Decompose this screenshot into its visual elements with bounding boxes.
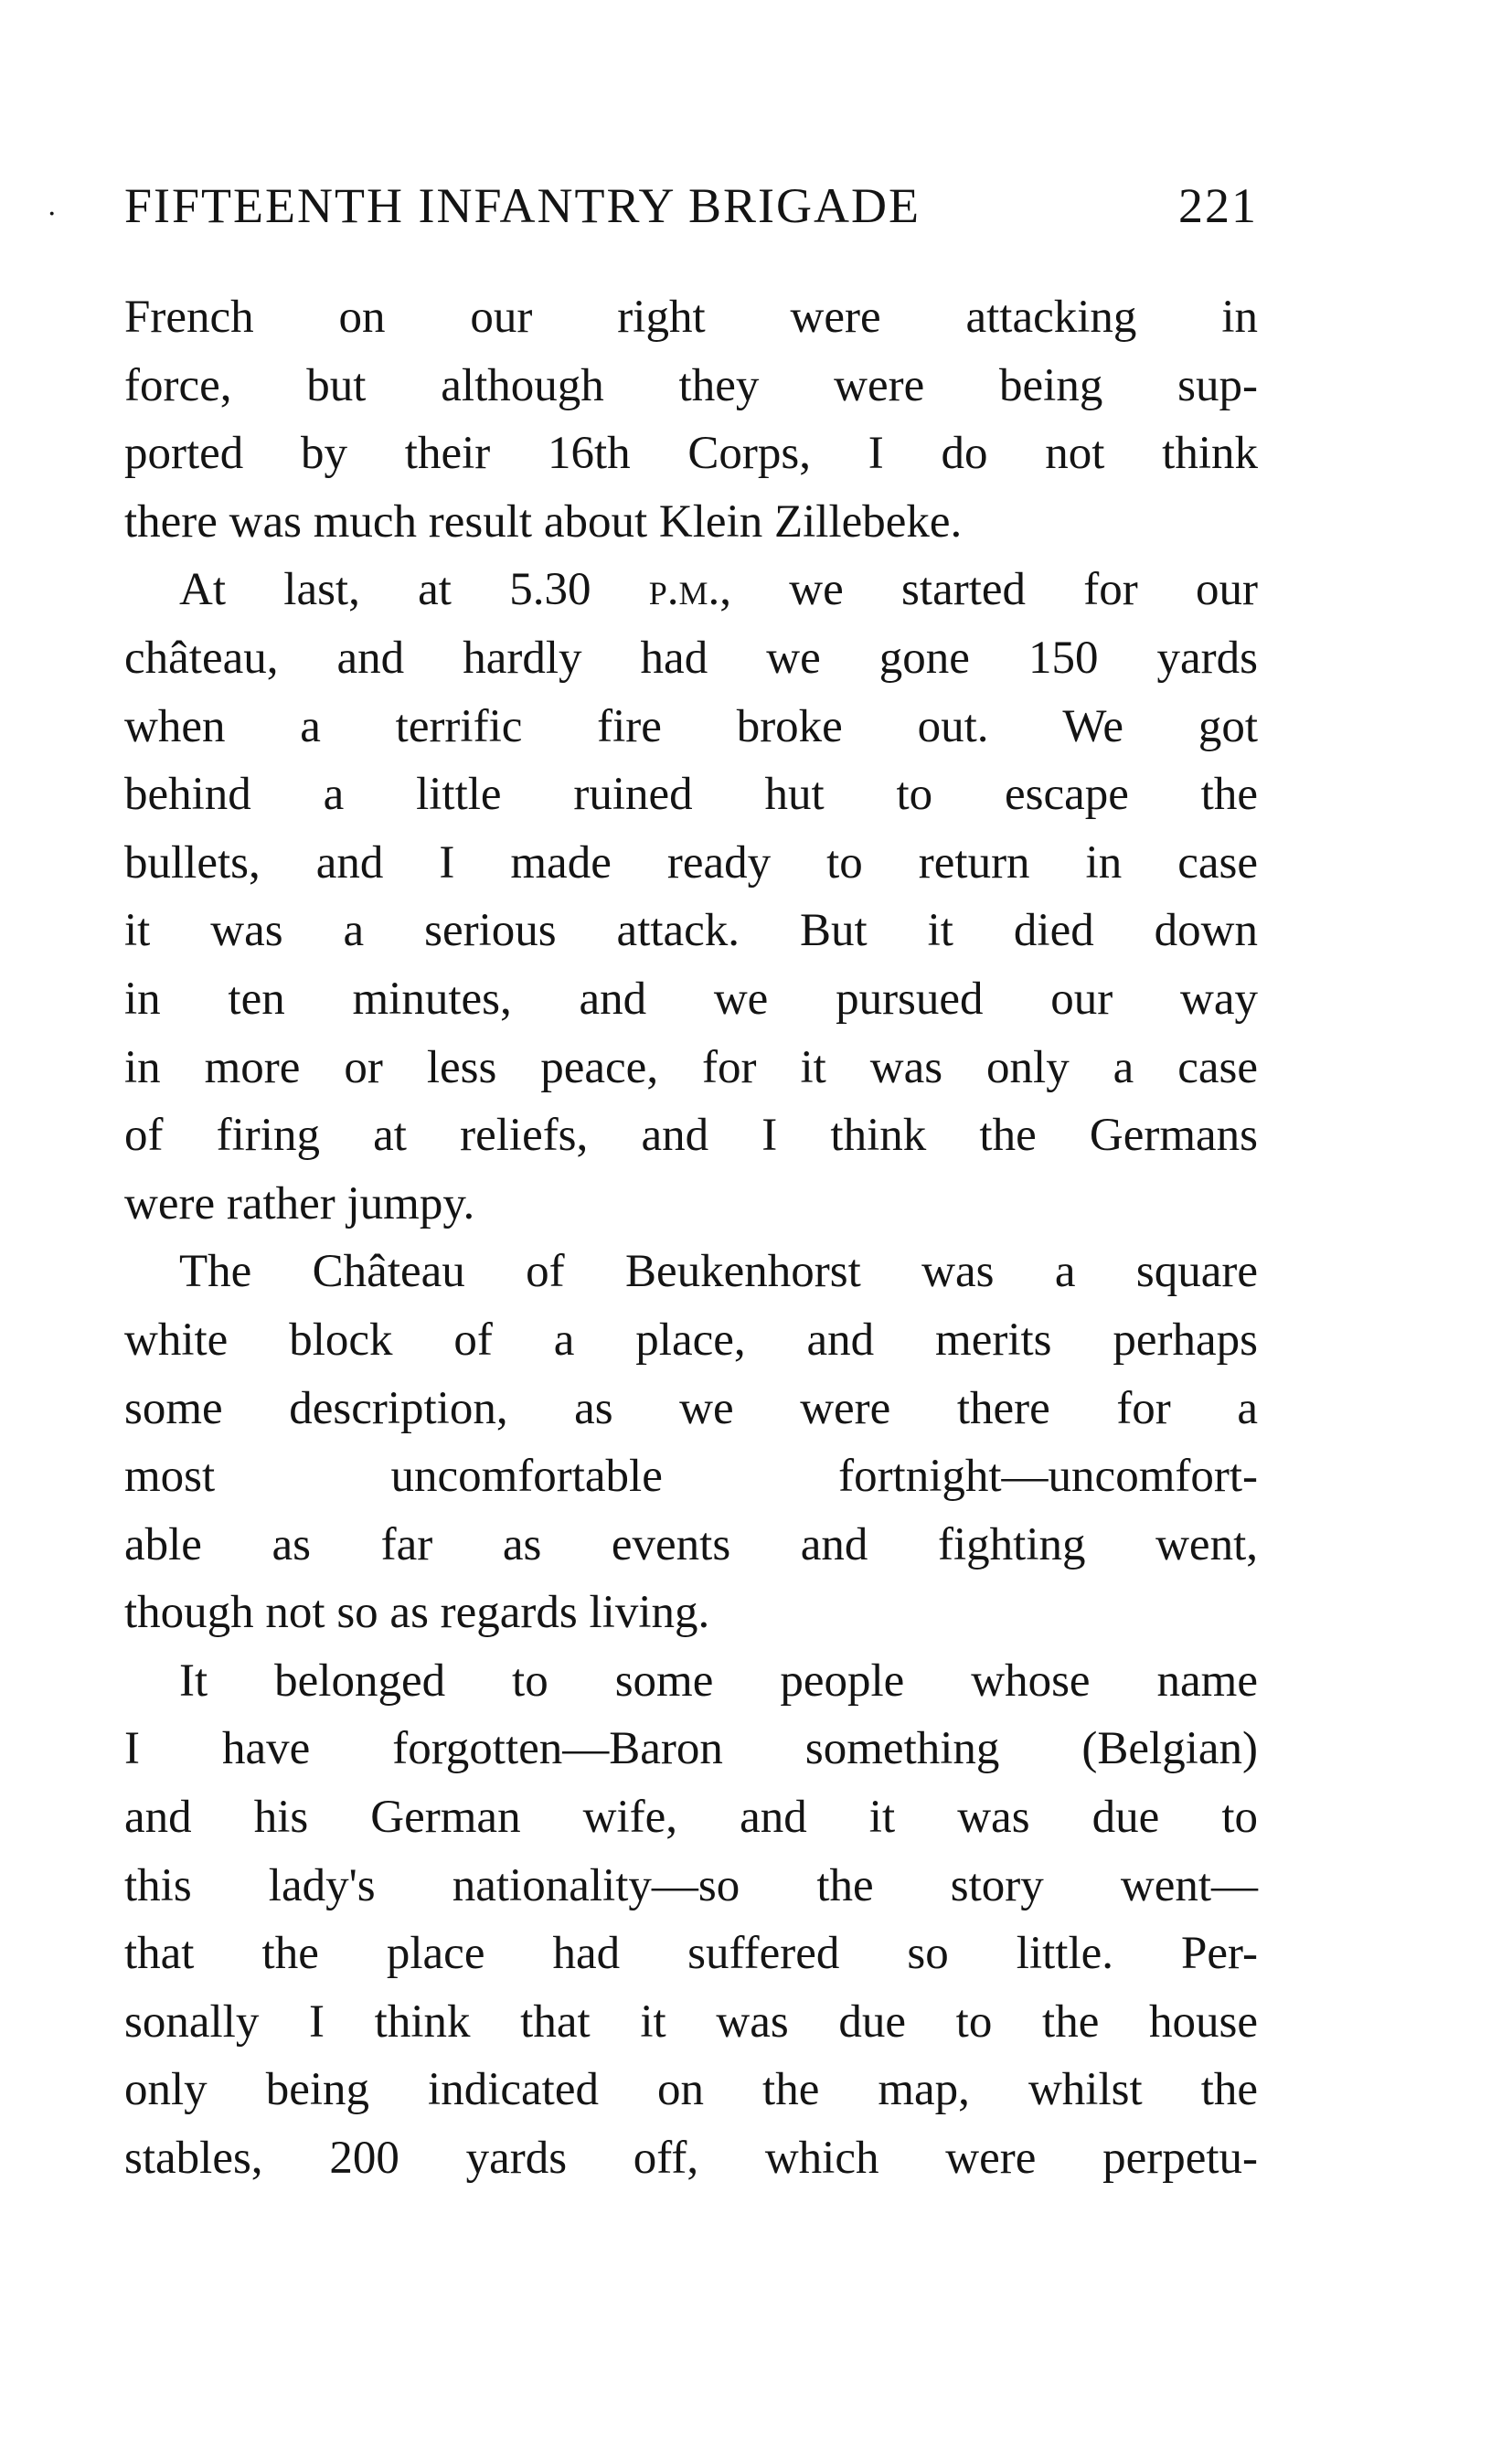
text-line: behind a little ruined hut to escape the xyxy=(124,769,1258,821)
text-line: that the place had suffered so little. Per- xyxy=(124,1928,1258,1980)
page-number: 221 xyxy=(1178,178,1258,233)
text-line: in more or less peace, for it was only a case xyxy=(124,1041,1258,1093)
text-line: ported by their 16th Corps, I do not think xyxy=(124,428,1258,480)
text-line: At last, at 5.30 p.m., we started for our xyxy=(179,564,1258,616)
text-line: only being indicated on the map, whilst the xyxy=(124,2064,1258,2116)
text-line: I have forgotten—Baron something (Belgian) xyxy=(124,1723,1258,1775)
running-head-title: FIFTEENTH INFANTRY BRIGADE xyxy=(124,178,921,233)
text-line: able as far as events and fighting went, xyxy=(124,1518,1258,1570)
text-line: and his German wife, and it was due to xyxy=(124,1792,1258,1844)
text-line: there was much result about Klein Zillebeke. xyxy=(124,495,963,548)
text-line: stables, 200 yards off, which were perpetu- xyxy=(124,2133,1258,2185)
text-line: in ten minutes, and we pursued our way xyxy=(124,973,1258,1025)
margin-mark: · xyxy=(48,198,57,230)
text-line: French on our right were attacking in xyxy=(124,292,1258,343)
text-line: bullets, and I made ready to return in case xyxy=(124,836,1258,889)
running-head xyxy=(124,165,1258,247)
text-line: of firing at reliefs, and I think the Germans xyxy=(124,1110,1258,1162)
text-line: It belonged to some people whose name xyxy=(179,1655,1258,1707)
text-line: most uncomfortable fortnight—uncomfort- xyxy=(124,1451,1258,1503)
text-line: though not so as regards living. xyxy=(124,1587,710,1639)
text-line: were rather jumpy. xyxy=(124,1177,475,1229)
text-line: it was a serious attack. But it died down xyxy=(124,905,1258,957)
text-line: white block of a place, and merits perhaps xyxy=(124,1314,1258,1366)
text-line: force, but although they were being sup- xyxy=(124,359,1258,411)
text-line: château, and hardly had we gone 150 yards xyxy=(124,632,1258,684)
text-line: this lady's nationality—so the story went— xyxy=(124,1859,1258,1911)
text-line: sonally I think that it was due to the house xyxy=(124,1995,1258,2048)
text-line: some description, as we were there for a xyxy=(124,1382,1258,1434)
text-line: when a terrific fire broke out. We got xyxy=(124,700,1258,752)
body-text xyxy=(124,283,1258,2193)
book-page xyxy=(48,165,1258,2193)
text-line: The Château of Beukenhorst was a square xyxy=(179,1246,1258,1298)
